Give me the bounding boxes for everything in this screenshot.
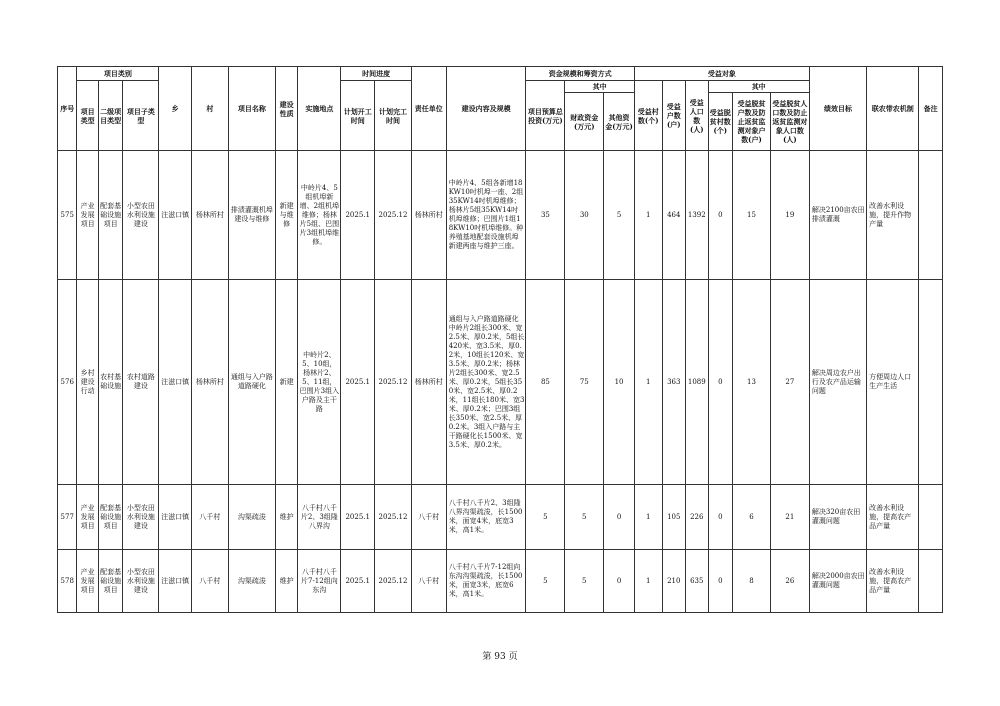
cell-location: 中岭片2、5、10组，杨林片2、5、11组，巴围片3组入户路及主干路 xyxy=(298,280,341,485)
cell-poor-people: 27 xyxy=(770,280,809,485)
header-goal: 绩效目标 xyxy=(809,67,866,151)
header-project-type: 项目类型 xyxy=(77,81,98,151)
cell-people: 635 xyxy=(686,550,709,613)
header-location: 实施地点 xyxy=(298,67,341,151)
table-row xyxy=(58,280,943,485)
table-row xyxy=(58,550,943,613)
cell-start: 2025.1 xyxy=(341,151,375,280)
cell-township: 注滋口镇 xyxy=(159,151,192,280)
cell-poor-villages: 0 xyxy=(708,151,733,280)
project-table xyxy=(57,66,943,613)
cell-location: 中岭片4、5组机埠新增、2组机埠维修；杨林片5组、巴围片3组机埠维修。 xyxy=(298,151,341,280)
header-secondary-type: 二级项目类型 xyxy=(98,81,123,151)
cell-start: 2025.1 xyxy=(341,280,375,485)
cell-content: 八千村八千片7-12组向东沟沟渠疏浚，长1500米，面宽3米，底宽6米，高1米。 xyxy=(446,550,526,613)
cell-villages: 1 xyxy=(634,151,662,280)
cell-fiscal: 5 xyxy=(565,485,604,550)
cell-households: 363 xyxy=(662,280,686,485)
header-ben-villages: 受益村数(个) xyxy=(634,81,662,151)
cell-location: 八千村八千片7-12组向东沟 xyxy=(298,550,341,613)
header-fiscal: 财政资金(万元) xyxy=(565,93,604,151)
cell-people: 1089 xyxy=(686,280,709,485)
cell-unit: 杨林所村 xyxy=(411,151,446,280)
cell-poor-households: 15 xyxy=(733,151,771,280)
cell-village: 杨林所村 xyxy=(192,280,229,485)
cell-type: 产业发展项目 xyxy=(77,151,98,280)
header-ben-people: 受益人口数(人) xyxy=(686,81,709,151)
cell-start: 2025.1 xyxy=(341,485,375,550)
cell-poor-villages: 0 xyxy=(708,280,733,485)
cell-households: 210 xyxy=(662,550,686,613)
cell-goal: 解决2100亩农田排渍灌溉 xyxy=(809,151,866,280)
page-number: 第 93 页 xyxy=(482,652,518,662)
cell-secondary: 配套基础设施项目 xyxy=(98,550,123,613)
cell-people: 226 xyxy=(686,485,709,550)
cell-township: 注滋口镇 xyxy=(159,485,192,550)
header-end: 计划完工时间 xyxy=(375,81,412,151)
cell-total: 85 xyxy=(526,280,565,485)
header-sub-type: 项目子类型 xyxy=(123,81,159,151)
cell-type: 产业发展项目 xyxy=(77,550,98,613)
header-remark: 备注 xyxy=(919,67,943,151)
cell-goal: 解决周边农户出行及农产品运输问题 xyxy=(809,280,866,485)
cell-seq: 577 xyxy=(58,485,77,550)
cell-seq: 576 xyxy=(58,280,77,485)
cell-total: 5 xyxy=(526,485,565,550)
cell-goal: 解决2000亩农田灌溉问题 xyxy=(809,550,866,613)
cell-poor-people: 19 xyxy=(770,151,809,280)
cell-township: 注滋口镇 xyxy=(159,280,192,485)
cell-seq: 578 xyxy=(58,550,77,613)
cell-people: 1392 xyxy=(686,151,709,280)
cell-remark xyxy=(919,151,943,280)
cell-unit: 八千村 xyxy=(411,485,446,550)
cell-villages: 1 xyxy=(634,280,662,485)
cell-poor-households: 6 xyxy=(733,485,771,550)
cell-end: 2025.12 xyxy=(375,151,412,280)
cell-content: 中岭片4、5组各新增18KW10吋机埠一座、2组35KW14吋机埠维修；杨林片5组35KW14吋机埠维修；巴围片1组18KW10吋机埠维修。种养殖基地配套设施机埠新建两座与维护三座。 xyxy=(446,151,526,280)
header-other: 其他资金(万元) xyxy=(604,93,635,151)
cell-poor-people: 26 xyxy=(770,550,809,613)
cell-other: 0 xyxy=(604,485,635,550)
cell-households: 464 xyxy=(662,151,686,280)
cell-other: 10 xyxy=(604,280,635,485)
cell-name: 通组与入户路道路硬化 xyxy=(228,280,275,485)
cell-villages: 1 xyxy=(634,485,662,550)
header-mechanism: 联农带农机制 xyxy=(867,67,919,151)
cell-nature: 维护 xyxy=(275,550,298,613)
header-project-category: 项目类别 xyxy=(77,67,159,81)
header-ben-poor-villages: 受益脱贫村数(个) xyxy=(708,93,733,151)
cell-nature: 维护 xyxy=(275,485,298,550)
cell-name: 沟渠疏浚 xyxy=(228,485,275,550)
cell-mechanism: 方便周边人口生产生活 xyxy=(867,280,919,485)
cell-content: 通组与入户路道路硬化中岭片2组长300米、宽2.5米、厚0.2米，5组长420米、宽3.5米、厚0.2米，10组长120米、宽3.5米、厚0.2米；杨林片2组长300米、宽2.5米、厚0.2米，5组长350米、宽2.5米、厚0.2米，11组长180米、宽3米、厚0.2米；巴围3组长350米、宽2.5米、厚0.2米。3组入户路与主干路硬化长1500米、宽3.5米、厚0.2米。 xyxy=(446,280,526,485)
cell-nature: 新建与维修 xyxy=(275,151,298,280)
header-seq: 序号 xyxy=(58,67,77,151)
cell-secondary: 配套基础设施项目 xyxy=(98,485,123,550)
cell-goal: 解决320亩农田灌溉问题 xyxy=(809,485,866,550)
header-ben-poor-people: 受益脱贫人口数及防止返贫监测对象人口数(人) xyxy=(770,93,809,151)
cell-end: 2025.12 xyxy=(375,280,412,485)
cell-fiscal: 75 xyxy=(565,280,604,485)
header-funding: 资金规模和筹资方式 xyxy=(526,67,634,81)
cell-poor-households: 13 xyxy=(733,280,771,485)
header-ben-poor-households: 受益脱贫户数及防止返贫监测对象户数(户) xyxy=(733,93,771,151)
cell-mechanism: 改善水利设施，提高农产品产量 xyxy=(867,550,919,613)
cell-remark xyxy=(919,485,943,550)
cell-start: 2025.1 xyxy=(341,550,375,613)
cell-village: 八千村 xyxy=(192,485,229,550)
header-project-name: 项目名称 xyxy=(228,67,275,151)
cell-secondary: 农村基础设施 xyxy=(98,280,123,485)
cell-mechanism: 改善水利设施，提高农产品产量 xyxy=(867,485,919,550)
cell-village: 杨林所村 xyxy=(192,151,229,280)
cell-remark xyxy=(919,280,943,485)
cell-type: 乡村建设行动 xyxy=(77,280,98,485)
cell-location: 八千村八千片2、3组隆八界沟 xyxy=(298,485,341,550)
cell-households: 105 xyxy=(662,485,686,550)
header-of-which-2: 其中 xyxy=(708,81,809,93)
cell-name: 沟渠疏浚 xyxy=(228,550,275,613)
cell-end: 2025.12 xyxy=(375,550,412,613)
cell-township: 注滋口镇 xyxy=(159,550,192,613)
header-township: 乡 xyxy=(159,67,192,151)
cell-unit: 八千村 xyxy=(411,550,446,613)
cell-unit: 杨林所村 xyxy=(411,280,446,485)
cell-villages: 1 xyxy=(634,550,662,613)
cell-total: 5 xyxy=(526,550,565,613)
cell-fiscal: 30 xyxy=(565,151,604,280)
header-of-which: 其中 xyxy=(565,81,635,93)
cell-poor-people: 21 xyxy=(770,485,809,550)
header-start: 计划开工时间 xyxy=(341,81,375,151)
cell-seq: 575 xyxy=(58,151,77,280)
table-row xyxy=(58,485,943,550)
cell-village: 八千村 xyxy=(192,550,229,613)
cell-secondary: 配套基础设施项目 xyxy=(98,151,123,280)
header-village: 村 xyxy=(192,67,229,151)
table-row xyxy=(58,151,943,280)
header-ben-households: 受益户数(户) xyxy=(662,81,686,151)
cell-name: 排渍灌溉机埠建设与维修 xyxy=(228,151,275,280)
cell-nature: 新建 xyxy=(275,280,298,485)
header-beneficiary: 受益对象 xyxy=(634,67,809,81)
cell-type: 产业发展项目 xyxy=(77,485,98,550)
cell-poor-villages: 0 xyxy=(708,550,733,613)
header-total: 项目预算总投资(万元) xyxy=(526,81,565,151)
cell-fiscal: 5 xyxy=(565,550,604,613)
cell-mechanism: 改善水利设施，提升作物产量 xyxy=(867,151,919,280)
cell-content: 八千村八千片2、3组隆八界沟渠疏浚，长1500米，面宽4米，底宽3米，高1米。 xyxy=(446,485,526,550)
header-nature: 建设性质 xyxy=(275,67,298,151)
cell-sub: 小型农田水利设施建设 xyxy=(123,151,159,280)
cell-poor-villages: 0 xyxy=(708,485,733,550)
cell-poor-households: 8 xyxy=(733,550,771,613)
cell-other: 5 xyxy=(604,151,635,280)
cell-total: 35 xyxy=(526,151,565,280)
cell-other: 0 xyxy=(604,550,635,613)
header-unit: 责任单位 xyxy=(411,67,446,151)
header-content: 建设内容及规模 xyxy=(446,67,526,151)
cell-remark xyxy=(919,550,943,613)
cell-end: 2025.12 xyxy=(375,485,412,550)
cell-sub: 农村道路建设 xyxy=(123,280,159,485)
cell-sub: 小型农田水利设施建设 xyxy=(123,485,159,550)
cell-sub: 小型农田水利设施建设 xyxy=(123,550,159,613)
header-schedule: 时间进度 xyxy=(341,67,412,81)
